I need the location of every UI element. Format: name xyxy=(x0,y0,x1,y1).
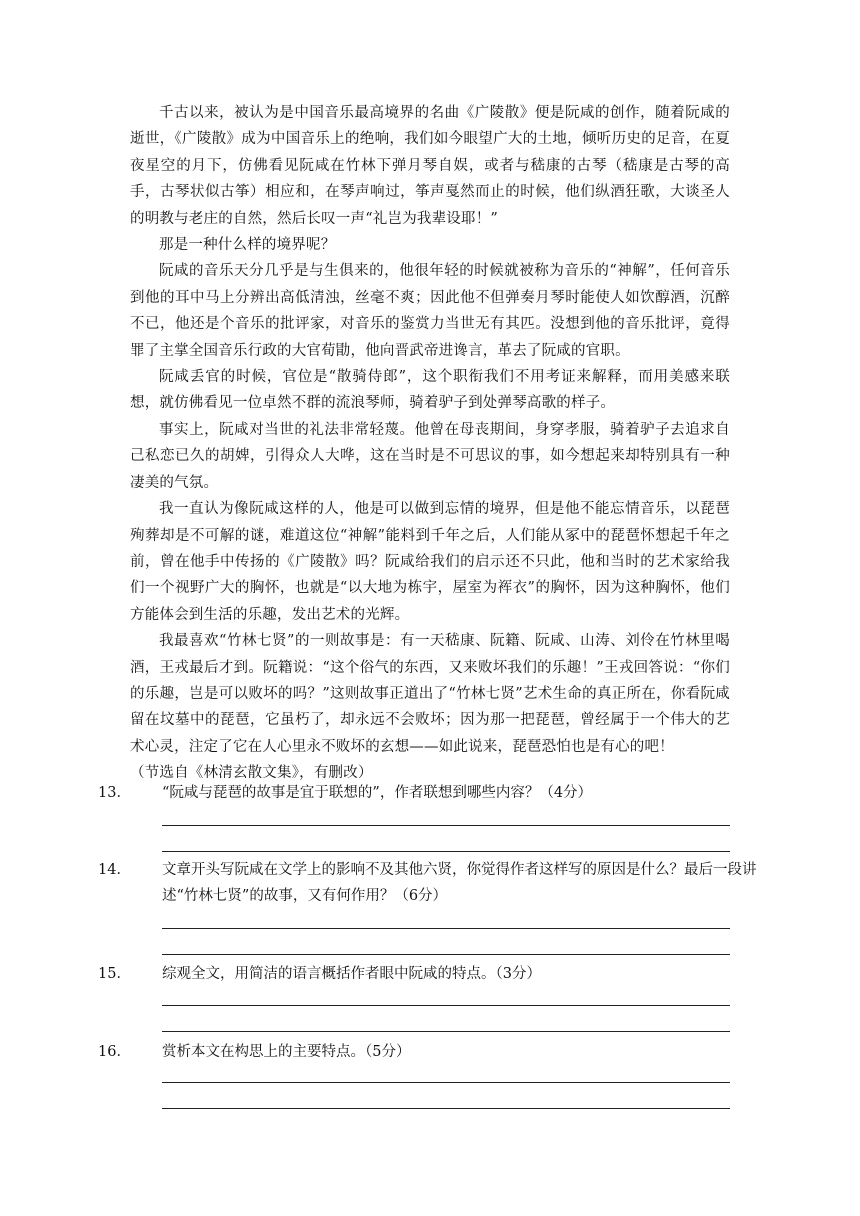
answer-line[interactable] xyxy=(162,1005,730,1006)
answer-line[interactable] xyxy=(162,825,730,826)
answer-line[interactable] xyxy=(162,954,730,955)
question-text: “阮咸与琵琶的故事是宜于联想的”，作者联想到哪些内容？（4分） xyxy=(162,785,593,801)
answer-line[interactable] xyxy=(162,1108,730,1109)
answer-line[interactable] xyxy=(162,1082,730,1083)
question-text: 赏析本文在构思上的主要特点。（5分） xyxy=(162,1044,411,1060)
question-13 xyxy=(98,780,762,806)
question-number: 13． xyxy=(98,785,131,801)
question-text: 综观全文，用简洁的语言概括作者眼中阮咸的特点。（3分） xyxy=(162,966,541,982)
passage-paragraph-6: 我一直认为像阮咸这样的人，他是可以做到忘情的境界，但是他不能忘情音乐，以琵琶殉葬却是不可解的谜，难道这位“神解”能料到千年之后，人们能从冢中的琵琶怀想起千年之前，曾在他手中传扬的《广陵散》吗？阮咸给我们的启示还不只此，他和当时的艺术家给我们一个视野广大的胸怀，也就是“以大地为栋宇，屋室为裈衣”的胸怀，因为这种胸怀，他们方能体会到生活的乐趣，发出艺术的光辉。 xyxy=(130,501,730,623)
question-number: 14． xyxy=(98,862,131,878)
reading-passage xyxy=(130,100,730,787)
passage-paragraph-3: 阮咸的音乐天分几乎是与生俱来的，他很年轻的时候就被称为音乐的“神解”，任何音乐到他的耳中马上分辨出高低清浊，丝毫不爽；因此他不但弹奏月琴时能使人如饮醇酒，沉醉不已，他还是个音乐的批评家，对音乐的鉴赏力当世无有其匹。没想到他的音乐批评，竟得罪了主掌全国音乐行政的大官荀勖，他向晋武帝进谗言，革去了阮咸的官职。 xyxy=(130,263,730,359)
passage-paragraph-4: 阮咸丢官的时候，官位是“散骑侍郎”，这个职衔我们不用考证来解释，而用美感来联想，就仿佛看见一位卓然不群的流浪琴师，骑着驴子到处弹琴高歌的样子。 xyxy=(130,369,730,412)
question-15 xyxy=(98,961,762,987)
question-number: 15． xyxy=(98,966,131,982)
question-number: 16． xyxy=(98,1044,131,1060)
question-text: 文章开头写阮咸在文学上的影响不及其他六贤，你觉得作者这样写的原因是什么？最后一段讲述“竹林七贤”的故事，又有何作用？（6分） xyxy=(162,862,757,904)
passage-paragraph-5: 事实上，阮咸对当世的礼法非常轻蔑。他曾在母丧期间，身穿孝服，骑着驴子去追求自己私恋已久的胡婢，引得众人大哗，这在当时是不可思议的事，如今想起来却特别具有一种凄美的气氛。 xyxy=(130,421,730,491)
passage-paragraph-1: 千古以来，被认为是中国音乐最高境界的名曲《广陵散》便是阮咸的创作，随着阮咸的逝世，《广陵散》成为中国音乐上的绝响，我们如今眼望广大的土地，倾听历史的足音，在夏夜星空的月下，仿佛看见阮咸在竹林下弹月琴自娱，或者与嵇康的古琴（嵇康是古琴的高手，古琴状似古筝）相应和，在琴声响过，筝声戛然而止的时候，他们纵酒狂歌，大谈圣人的明教与老庄的自然，然后长叹一声“礼岂为我辈设耶！” xyxy=(130,105,730,227)
question-16 xyxy=(98,1039,762,1065)
answer-line[interactable] xyxy=(162,928,730,929)
passage-paragraph-2: 那是一种什么样的境界呢？ xyxy=(159,237,336,254)
passage-source: （节选自《林清玄散文集》，有删改） xyxy=(130,765,373,782)
answer-line[interactable] xyxy=(162,851,730,852)
answer-line[interactable] xyxy=(162,1031,730,1032)
question-14 xyxy=(98,857,762,909)
passage-paragraph-7: 我最喜欢“竹林七贤”的一则故事是：有一天嵇康、阮籍、阮咸、山涛、刘伶在竹林里喝酒，王戎最后才到。阮籍说：“这个俗气的东西，又来败坏我们的乐趣！”王戎回答说：“你们的乐趣，岂是可以败坏的吗？”这则故事正道出了“竹林七贤”艺术生命的真正所在，你看阮咸留在坟墓中的琵琶，它虽朽了，却永远不会败坏；因为那一把琵琶，曾经属于一个伟大的艺术心灵，注定了它在人心里永不败坏的玄想——如此说来，琵琶恐怕也是有心的吧！ xyxy=(130,633,730,755)
